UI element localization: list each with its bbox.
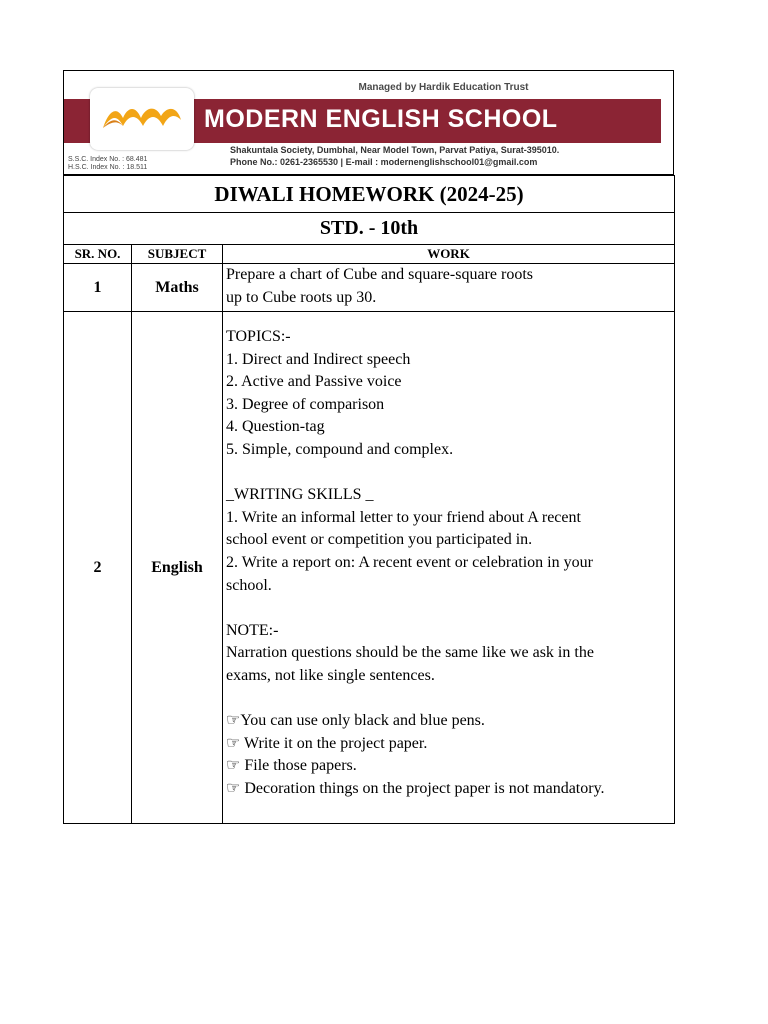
column-header-row <box>64 245 675 264</box>
work-line <box>226 597 674 620</box>
subject-name: English <box>132 312 223 824</box>
work-line: school event or competition you participated in. <box>226 531 533 549</box>
page-title: DIWALI HOMEWORK (2024-25) <box>64 176 675 213</box>
work-line: 4. Question-tag <box>226 418 325 436</box>
school-logo <box>90 88 194 150</box>
work-line: 1. Direct and Indirect speech <box>226 350 411 368</box>
work-line: _WRITING SKILLS _ <box>226 486 374 504</box>
work-line: ☞You can use only black and blue pens. <box>226 712 485 730</box>
work-line: up to Cube roots up 30. <box>226 288 377 306</box>
school-name: MODERN ENGLISH SCHOOL <box>204 105 558 133</box>
m-logo-icon <box>99 100 185 134</box>
col-header-sr: SR. NO. <box>64 245 132 264</box>
school-address: Shakuntala Society, Dumbhal, Near Model Town, Parvat Patiya, Surat-395010. <box>230 145 560 155</box>
work-line: exams, not like single sentences. <box>226 666 435 684</box>
work-line: Prepare a chart of Cube and square-square roots <box>226 266 533 283</box>
school-contact: Phone No.: 0261-2365530 | E-mail : modernenglishschool01@gmail.com <box>230 157 538 167</box>
standard-row <box>64 213 675 245</box>
sr-number: 1 <box>64 264 132 312</box>
work-cell <box>223 312 675 824</box>
work-line: 2. Active and Passive voice <box>226 373 402 391</box>
work-line: school. <box>226 576 272 594</box>
work-cell <box>223 264 675 312</box>
trust-line: Managed by Hardik Education Trust <box>358 82 529 93</box>
title-row <box>64 176 675 213</box>
work-line: 3. Degree of comparison <box>226 395 385 413</box>
col-header-work: WORK <box>223 245 675 264</box>
subject-name: Maths <box>132 264 223 312</box>
sr-number: 2 <box>64 312 132 824</box>
ssc-index: S.S.C. Index No. : 68.481 <box>68 156 148 163</box>
col-header-subject: SUBJECT <box>132 245 223 264</box>
work-line: 5. Simple, compound and complex. <box>226 440 454 458</box>
table-row-maths <box>64 264 675 312</box>
work-line <box>226 688 674 711</box>
work-line: 1. Write an informal letter to your friend about A recent <box>226 508 581 526</box>
work-line <box>226 462 674 485</box>
index-numbers <box>68 156 147 172</box>
hsc-index: H.S.C. Index No. : 18.511 <box>68 164 148 171</box>
homework-table <box>63 175 675 824</box>
work-line: ☞ File those papers. <box>226 757 357 775</box>
work-line: 2. Write a report on: A recent event or celebration in your <box>226 553 593 571</box>
work-line: Narration questions should be the same like we ask in the <box>226 644 594 662</box>
work-line: NOTE:- <box>226 621 279 639</box>
standard-label: STD. - 10th <box>64 213 675 245</box>
table-row-english <box>64 312 675 824</box>
work-line: ☞ Decoration things on the project paper is not mandatory. <box>226 779 605 797</box>
work-line: TOPICS:- <box>226 328 291 345</box>
work-line: ☞ Write it on the project paper. <box>226 734 428 752</box>
homework-sheet <box>63 70 674 824</box>
school-banner <box>63 70 674 175</box>
